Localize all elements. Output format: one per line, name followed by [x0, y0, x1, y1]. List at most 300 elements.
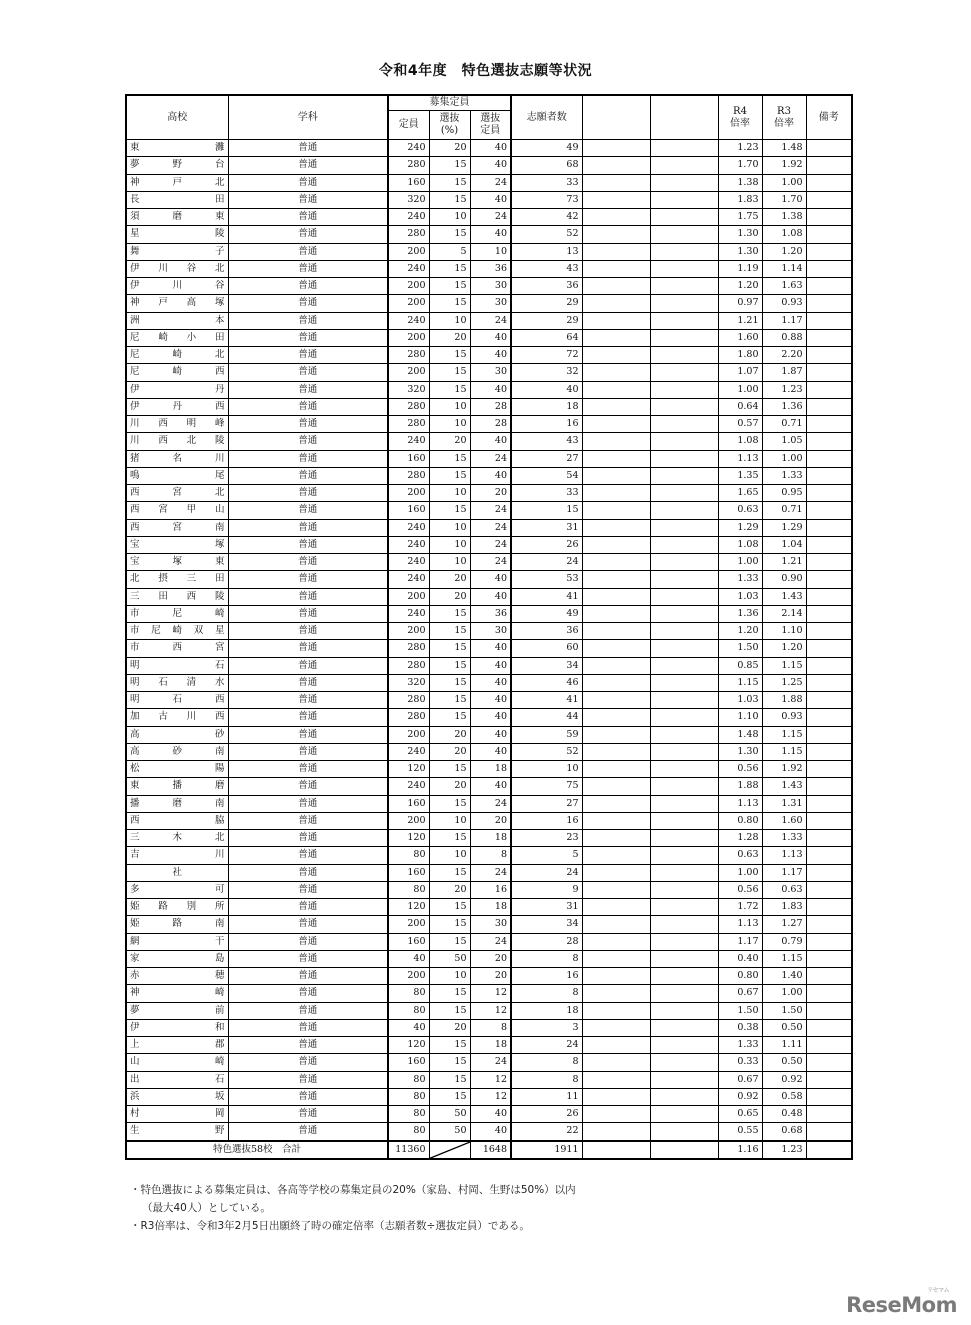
cell-applicants: 15	[511, 502, 582, 519]
cell-r4: 1.88	[718, 778, 762, 795]
cell-r4: 1.28	[718, 830, 762, 847]
cell-r4: 1.13	[718, 795, 762, 812]
cell-applicants: 68	[511, 157, 582, 174]
table-row	[126, 467, 852, 484]
cell-blank-7	[650, 881, 718, 898]
cell-dept: 普通	[228, 278, 388, 295]
cell-r4: 1.13	[718, 916, 762, 933]
cell-capacity: 200	[388, 726, 429, 743]
header-r3	[762, 95, 806, 140]
cell-blank-7	[650, 502, 718, 519]
cell-r3: 0.88	[762, 329, 806, 346]
cell-school: 生野	[126, 1123, 228, 1141]
cell-blank-10	[806, 347, 852, 364]
cell-r3: 0.50	[762, 1019, 806, 1036]
cell-school: 高砂南	[126, 743, 228, 760]
cell-rate: 15	[429, 761, 470, 778]
cell-capacity: 120	[388, 830, 429, 847]
cell-blank-6	[582, 243, 650, 260]
cell-rate: 15	[429, 174, 470, 191]
cell-dept: 普通	[228, 933, 388, 950]
cell-r4: 1.48	[718, 726, 762, 743]
table-row	[126, 1002, 852, 1019]
cell-school: 三木北	[126, 830, 228, 847]
cell-r3: 1.00	[762, 450, 806, 467]
cell-rate: 20	[429, 140, 470, 157]
total-capacity: 11360	[388, 1141, 429, 1159]
cell-school: 神崎	[126, 985, 228, 1002]
cell-r3: 1.92	[762, 157, 806, 174]
cell-rate: 15	[429, 364, 470, 381]
cell-capacity: 240	[388, 743, 429, 760]
cell-dept: 普通	[228, 347, 388, 364]
cell-r3: 1.11	[762, 1037, 806, 1054]
cell-blank-6	[582, 312, 650, 329]
cell-rate: 15	[429, 191, 470, 208]
cell-dept: 普通	[228, 795, 388, 812]
cell-dept: 普通	[228, 502, 388, 519]
header-quota-line1: 選抜	[480, 113, 501, 124]
cell-school: 鳴尾	[126, 467, 228, 484]
cell-blank-7	[650, 329, 718, 346]
cell-applicants: 22	[511, 1123, 582, 1141]
cell-rate: 15	[429, 674, 470, 691]
cell-capacity: 240	[388, 778, 429, 795]
cell-r4: 1.33	[718, 1037, 762, 1054]
header-rate-line2: (%)	[440, 125, 459, 136]
cell-r3: 1.87	[762, 364, 806, 381]
table-row	[126, 191, 852, 208]
cell-blank-7	[650, 536, 718, 553]
cell-blank-10	[806, 950, 852, 967]
cell-rate: 15	[429, 260, 470, 277]
cell-rate: 15	[429, 605, 470, 622]
cell-school: 吉川	[126, 847, 228, 864]
cell-blank-10	[806, 674, 852, 691]
header-r4	[718, 95, 762, 140]
cell-school: 網干	[126, 933, 228, 950]
cell-capacity: 280	[388, 347, 429, 364]
cell-quota: 40	[470, 467, 511, 484]
cell-blank-10	[806, 191, 852, 208]
cell-blank-6	[582, 519, 650, 536]
cell-r3: 0.95	[762, 485, 806, 502]
header-r3-line1: R3	[777, 105, 791, 117]
cell-capacity: 160	[388, 1054, 429, 1071]
cell-r3: 1.31	[762, 795, 806, 812]
cell-capacity: 80	[388, 881, 429, 898]
cell-rate: 50	[429, 950, 470, 967]
cell-r4: 1.08	[718, 433, 762, 450]
cell-r4: 1.17	[718, 933, 762, 950]
cell-blank-7	[650, 519, 718, 536]
cell-capacity: 280	[388, 657, 429, 674]
cell-quota: 36	[470, 260, 511, 277]
cell-capacity: 200	[388, 485, 429, 502]
cell-blank-7	[650, 674, 718, 691]
table-row	[126, 1106, 852, 1123]
cell-school: 高砂	[126, 726, 228, 743]
cell-applicants: 11	[511, 1088, 582, 1105]
cell-applicants: 54	[511, 467, 582, 484]
cell-quota: 40	[470, 709, 511, 726]
cell-dept: 普通	[228, 485, 388, 502]
cell-r4: 0.85	[718, 657, 762, 674]
cell-blank-7	[650, 795, 718, 812]
header-rate	[429, 111, 470, 140]
cell-capacity: 240	[388, 536, 429, 553]
cell-r3: 0.92	[762, 1071, 806, 1088]
cell-dept: 普通	[228, 812, 388, 829]
cell-r4: 1.72	[718, 899, 762, 916]
cell-dept: 普通	[228, 295, 388, 312]
cell-blank-10	[806, 174, 852, 191]
cell-school: 神戸高塚	[126, 295, 228, 312]
cell-r3: 0.63	[762, 881, 806, 898]
logo-small-text: リセマム	[927, 1287, 949, 1294]
table-row	[126, 209, 852, 226]
table-row	[126, 726, 852, 743]
cell-dept: 普通	[228, 260, 388, 277]
cell-capacity: 320	[388, 381, 429, 398]
cell-dept: 普通	[228, 881, 388, 898]
cell-blank-6	[582, 847, 650, 864]
header-quota-group: 募集定員	[388, 95, 511, 111]
cell-r4: 1.03	[718, 692, 762, 709]
cell-school: 長田	[126, 191, 228, 208]
cell-quota: 40	[470, 226, 511, 243]
cell-r3: 1.38	[762, 209, 806, 226]
cell-school: 西宮南	[126, 519, 228, 536]
cell-dept: 普通	[228, 605, 388, 622]
header-remarks: 備考	[806, 95, 852, 140]
cell-blank-6	[582, 795, 650, 812]
cell-quota: 40	[470, 347, 511, 364]
cell-blank-7	[650, 778, 718, 795]
table-row	[126, 416, 852, 433]
cell-blank-6	[582, 1071, 650, 1088]
cell-blank-10	[806, 588, 852, 605]
cell-capacity: 80	[388, 1106, 429, 1123]
cell-blank-7	[650, 157, 718, 174]
cell-blank-10	[806, 295, 852, 312]
cell-rate: 15	[429, 1088, 470, 1105]
cell-quota: 30	[470, 278, 511, 295]
cell-school: 伊和	[126, 1019, 228, 1036]
cell-r4: 1.08	[718, 536, 762, 553]
cell-capacity: 240	[388, 312, 429, 329]
cell-r3: 0.71	[762, 502, 806, 519]
cell-rate: 20	[429, 881, 470, 898]
cell-blank-10	[806, 847, 852, 864]
cell-rate: 15	[429, 467, 470, 484]
cell-blank-6	[582, 467, 650, 484]
cell-school: 伊川谷北	[126, 260, 228, 277]
cell-blank-6	[582, 571, 650, 588]
cell-r4: 0.80	[718, 812, 762, 829]
cell-school: 加古川西	[126, 709, 228, 726]
cell-r3: 0.58	[762, 1088, 806, 1105]
cell-blank-7	[650, 726, 718, 743]
header-blank-1	[582, 95, 650, 140]
cell-applicants: 3	[511, 1019, 582, 1036]
cell-quota: 20	[470, 485, 511, 502]
cell-applicants: 8	[511, 950, 582, 967]
page-title: 令和4年度 特色選抜志願等状況	[378, 63, 593, 79]
cell-dept: 普通	[228, 312, 388, 329]
cell-applicants: 28	[511, 933, 582, 950]
cell-dept: 普通	[228, 1088, 388, 1105]
cell-blank-7	[650, 554, 718, 571]
cell-blank-10	[806, 329, 852, 346]
cell-dept: 普通	[228, 830, 388, 847]
cell-capacity: 200	[388, 243, 429, 260]
cell-blank-7	[650, 450, 718, 467]
cell-quota: 10	[470, 243, 511, 260]
cell-rate: 10	[429, 209, 470, 226]
table-row	[126, 381, 852, 398]
cell-dept: 普通	[228, 364, 388, 381]
cell-school: 神戸北	[126, 174, 228, 191]
cell-capacity: 160	[388, 864, 429, 881]
cell-blank-6	[582, 260, 650, 277]
cell-quota: 28	[470, 416, 511, 433]
cell-blank-10	[806, 243, 852, 260]
cell-rate: 15	[429, 1037, 470, 1054]
cell-dept: 普通	[228, 1019, 388, 1036]
total-label: 特色選抜58校 合計	[126, 1141, 388, 1159]
cell-blank-7	[650, 398, 718, 415]
cell-dept: 普通	[228, 571, 388, 588]
cell-rate: 20	[429, 1019, 470, 1036]
cell-school: 明石西	[126, 692, 228, 709]
cell-blank-10	[806, 812, 852, 829]
cell-blank-7	[650, 657, 718, 674]
cell-blank-6	[582, 140, 650, 157]
cell-rate: 15	[429, 916, 470, 933]
cell-rate: 10	[429, 968, 470, 985]
cell-quota: 30	[470, 623, 511, 640]
cell-quota: 40	[470, 588, 511, 605]
cell-dept: 普通	[228, 726, 388, 743]
cell-blank-10	[806, 968, 852, 985]
table-row	[126, 795, 852, 812]
cell-dept: 普通	[228, 985, 388, 1002]
cell-r4: 0.92	[718, 1088, 762, 1105]
cell-applicants: 49	[511, 140, 582, 157]
cell-r3: 1.33	[762, 467, 806, 484]
cell-dept: 普通	[228, 899, 388, 916]
cell-school: 赤穂	[126, 968, 228, 985]
cell-dept: 普通	[228, 847, 388, 864]
cell-blank-10	[806, 933, 852, 950]
cell-applicants: 43	[511, 433, 582, 450]
cell-blank-6	[582, 381, 650, 398]
cell-r3: 2.14	[762, 605, 806, 622]
cell-blank-7	[650, 950, 718, 967]
cell-applicants: 18	[511, 398, 582, 415]
cell-blank-10	[806, 450, 852, 467]
cell-r4: 1.50	[718, 640, 762, 657]
cell-quota: 12	[470, 1088, 511, 1105]
cell-r4: 1.75	[718, 209, 762, 226]
cell-blank-10	[806, 743, 852, 760]
cell-capacity: 280	[388, 467, 429, 484]
cell-applicants: 26	[511, 1106, 582, 1123]
cell-blank-7	[650, 312, 718, 329]
cell-blank-10	[806, 467, 852, 484]
cell-rate: 15	[429, 450, 470, 467]
cell-r3: 1.48	[762, 140, 806, 157]
cell-blank-6	[582, 692, 650, 709]
cell-school: 北摂三田	[126, 571, 228, 588]
cell-r3: 1.04	[762, 536, 806, 553]
cell-quota: 30	[470, 916, 511, 933]
cell-dept: 普通	[228, 761, 388, 778]
cell-applicants: 73	[511, 191, 582, 208]
cell-applicants: 5	[511, 847, 582, 864]
cell-blank-10	[806, 1071, 852, 1088]
cell-school: 上郡	[126, 1037, 228, 1054]
cell-r3: 1.88	[762, 692, 806, 709]
cell-quota: 40	[470, 571, 511, 588]
table-row	[126, 950, 852, 967]
cell-rate: 20	[429, 329, 470, 346]
cell-rate: 15	[429, 226, 470, 243]
cell-quota: 40	[470, 674, 511, 691]
cell-blank-7	[650, 209, 718, 226]
cell-blank-6	[582, 726, 650, 743]
cell-rate: 15	[429, 795, 470, 812]
cell-blank-6	[582, 709, 650, 726]
cell-rate: 15	[429, 278, 470, 295]
cell-applicants: 46	[511, 674, 582, 691]
cell-applicants: 40	[511, 381, 582, 398]
slash-mark	[430, 1142, 470, 1158]
cell-rate: 10	[429, 536, 470, 553]
cell-blank-6	[582, 778, 650, 795]
cell-applicants: 64	[511, 329, 582, 346]
cell-applicants: 32	[511, 364, 582, 381]
cell-capacity: 280	[388, 709, 429, 726]
table-row	[126, 174, 852, 191]
cell-blank-6	[582, 761, 650, 778]
table-row	[126, 674, 852, 691]
table-row	[126, 933, 852, 950]
cell-capacity: 280	[388, 157, 429, 174]
cell-quota: 18	[470, 1037, 511, 1054]
cell-school: 宝塚	[126, 536, 228, 553]
cell-blank-7	[650, 1054, 718, 1071]
cell-applicants: 29	[511, 312, 582, 329]
cell-blank-6	[582, 398, 650, 415]
cell-capacity: 40	[388, 1019, 429, 1036]
cell-r3: 1.43	[762, 588, 806, 605]
cell-r4: 1.13	[718, 450, 762, 467]
cell-rate: 15	[429, 933, 470, 950]
cell-quota: 40	[470, 329, 511, 346]
cell-r3: 1.23	[762, 381, 806, 398]
cell-rate: 10	[429, 847, 470, 864]
cell-rate: 15	[429, 623, 470, 640]
cell-r4: 0.63	[718, 502, 762, 519]
cell-r3: 1.43	[762, 778, 806, 795]
cell-blank-6	[582, 1106, 650, 1123]
table-row	[126, 657, 852, 674]
cell-r4: 0.56	[718, 881, 762, 898]
cell-blank-7	[650, 623, 718, 640]
cell-r3: 1.92	[762, 761, 806, 778]
cell-rate: 15	[429, 657, 470, 674]
cell-school: 夢野台	[126, 157, 228, 174]
cell-school: 姫路別所	[126, 899, 228, 916]
cell-applicants: 53	[511, 571, 582, 588]
cell-rate: 20	[429, 433, 470, 450]
cell-blank-7	[650, 243, 718, 260]
cell-school: 家島	[126, 950, 228, 967]
cell-blank-6	[582, 347, 650, 364]
total-blank-1	[582, 1141, 650, 1159]
cell-capacity: 200	[388, 364, 429, 381]
cell-dept: 普通	[228, 1002, 388, 1019]
cell-quota: 24	[470, 174, 511, 191]
cell-r4: 0.65	[718, 1106, 762, 1123]
cell-quota: 8	[470, 1019, 511, 1036]
cell-applicants: 9	[511, 881, 582, 898]
cell-blank-10	[806, 554, 852, 571]
cell-blank-10	[806, 381, 852, 398]
cell-school: 市西宮	[126, 640, 228, 657]
cell-dept: 普通	[228, 467, 388, 484]
cell-blank-7	[650, 191, 718, 208]
cell-r4: 0.67	[718, 1071, 762, 1088]
cell-applicants: 42	[511, 209, 582, 226]
cell-quota: 24	[470, 554, 511, 571]
cell-blank-7	[650, 1002, 718, 1019]
cell-rate: 15	[429, 640, 470, 657]
cell-blank-10	[806, 830, 852, 847]
cell-quota: 18	[470, 830, 511, 847]
cell-dept: 普通	[228, 140, 388, 157]
cell-blank-7	[650, 743, 718, 760]
cell-blank-6	[582, 605, 650, 622]
cell-r4: 1.30	[718, 243, 762, 260]
cell-quota: 40	[470, 1106, 511, 1123]
cell-dept: 普通	[228, 450, 388, 467]
cell-rate: 15	[429, 381, 470, 398]
cell-blank-6	[582, 226, 650, 243]
table-row	[126, 864, 852, 881]
cell-school: 西宮北	[126, 485, 228, 502]
cell-r4: 1.00	[718, 554, 762, 571]
cell-rate: 10	[429, 554, 470, 571]
cell-rate: 20	[429, 726, 470, 743]
cell-blank-10	[806, 1037, 852, 1054]
cell-blank-7	[650, 812, 718, 829]
header-r3-line2: 倍率	[774, 117, 794, 129]
cell-capacity: 200	[388, 588, 429, 605]
cell-quota: 40	[470, 778, 511, 795]
cell-school: 尼崎小田	[126, 329, 228, 346]
cell-quota: 24	[470, 519, 511, 536]
cell-blank-10	[806, 1123, 852, 1141]
cell-blank-10	[806, 657, 852, 674]
table-row	[126, 640, 852, 657]
cell-school: 多可	[126, 881, 228, 898]
cell-blank-10	[806, 226, 852, 243]
cell-dept: 普通	[228, 226, 388, 243]
cell-r4: 1.23	[718, 140, 762, 157]
